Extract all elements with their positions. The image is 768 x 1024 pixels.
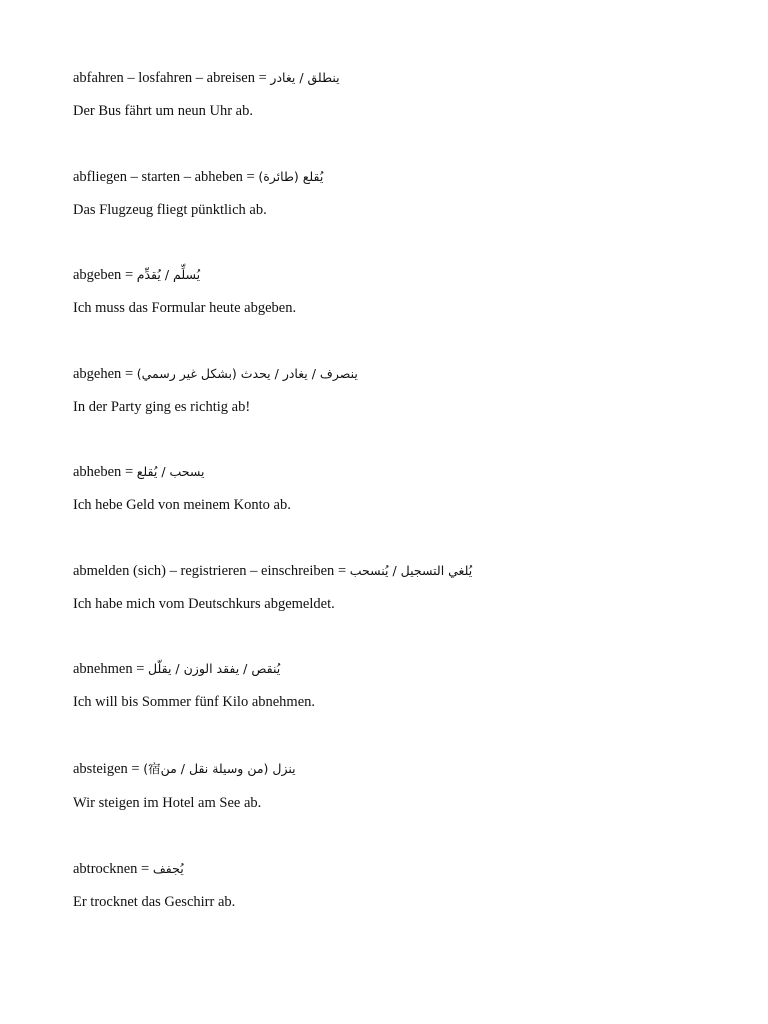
example-sentence: Er trocknet das Geschirr ab. xyxy=(73,894,236,910)
example-sentence: Das Flugzeug fliegt pünktlich ab. xyxy=(73,202,267,218)
arabic-translation: يُسلِّم / يُقدِّم xyxy=(136,267,201,282)
arabic-translation: ينزل (من وسيلة نقل / من宿) xyxy=(143,761,296,776)
equals-sign: = xyxy=(242,169,259,185)
example-sentence: Wir steigen im Hotel am See ab. xyxy=(73,795,262,811)
term-line xyxy=(73,660,280,678)
german-term: abgehen xyxy=(73,366,122,382)
arabic-translation: ينصرف / يغادر / يحدث (بشكل غير رسمي) xyxy=(136,366,358,381)
arabic-translation: ينطلق / يغادر xyxy=(270,70,340,85)
equals-sign: = xyxy=(121,267,137,283)
german-term: abnehmen xyxy=(73,661,133,677)
equals-sign: = xyxy=(334,563,350,579)
equals-sign: = xyxy=(121,464,137,480)
term-line xyxy=(73,365,358,383)
german-term: abfliegen – starten – abheben xyxy=(73,169,243,185)
example-sentence: In der Party ging es richtig ab! xyxy=(73,399,251,415)
example-sentence: Ich habe mich vom Deutschkurs abgemeldet. xyxy=(73,596,335,612)
german-term: abtrocknen xyxy=(73,861,138,877)
german-term: abfahren – losfahren – abreisen xyxy=(73,70,255,86)
example-sentence: Der Bus fährt um neun Uhr ab. xyxy=(73,103,253,119)
term-line xyxy=(73,168,323,186)
equals-sign: = xyxy=(254,70,271,86)
arabic-translation: يُقلع (طائرة) xyxy=(258,169,324,184)
term-line xyxy=(73,463,204,481)
equals-sign: = xyxy=(132,661,149,677)
term-line xyxy=(73,860,184,878)
german-term: abheben xyxy=(73,464,122,480)
arabic-translation: يُلغي التسجيل / يُنسحب xyxy=(349,563,473,578)
german-term: absteigen xyxy=(73,761,128,777)
term-line xyxy=(73,266,200,284)
arabic-translation: يسحب / يُقلع xyxy=(136,464,205,479)
term-line xyxy=(73,562,472,580)
german-term: abmelden (sich) – registrieren – einschreiben xyxy=(73,563,335,579)
example-sentence: Ich will bis Sommer fünf Kilo abnehmen. xyxy=(73,694,316,710)
term-line xyxy=(73,760,296,778)
arabic-translation: يُنقص / يفقد الوزن / يقلّل xyxy=(148,661,281,676)
arabic-translation: يُجفف xyxy=(152,861,184,876)
example-sentence: Ich muss das Formular heute abgeben. xyxy=(73,300,297,316)
example-sentence: Ich hebe Geld von meinem Konto ab. xyxy=(73,497,291,513)
equals-sign: = xyxy=(121,366,137,382)
equals-sign: = xyxy=(127,761,144,777)
german-term: abgeben xyxy=(73,267,122,283)
equals-sign: = xyxy=(137,861,153,877)
term-line xyxy=(73,69,340,87)
